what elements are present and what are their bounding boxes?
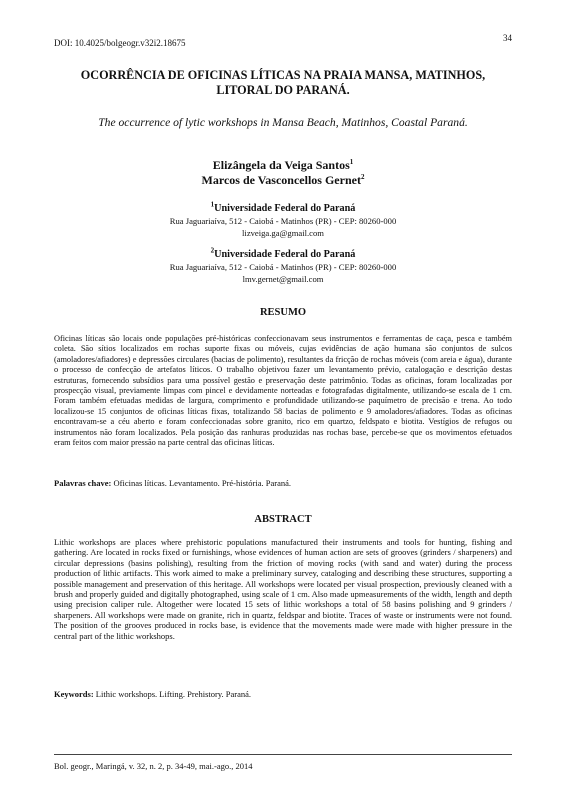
affiliation-2 [40, 246, 526, 285]
affiliation-2-address: Rua Jaguariaíva, 512 - Caiobá - Matinhos (PR) - CEP: 80260-000 [169, 262, 397, 272]
resumo-text: Oficinas líticas são locais onde populações pré-históricas confeccionavam seus instrumentos e ferramentas de caça, pesca e também coleta. São sítios localizados em rochas suporte fixas ou móveis, cujas evidências de ação humana são conjuntos de sulcos (amoladores/afiadores) e depressões circulares (bacias de polimento), resultantes da fricção de rochas móveis (com areia e água), durante o processo de confecção de artefatos líticos. O trabalho objetivou fazer um levantamento prévio, catalogação e descrição destas estruturas, fornecendo subsídios para uma possível gestão e preservação deste patrimônio. Todas as oficinas, foram localizadas por prospecção visual, previamente limpas com pincel e devidamente norteadas e fotografadas digitalmente, utilizando-se escala de 1 cm. Foram também efetuadas medidas de largura, comprimento e profundidade utilizando-se paquímetro de precisão e trena. Ao todo localizou-se 15 conjuntos de oficinas líticas fixas, totalizando 58 bacias de polimento e 9 amoladores/afiadores. Todas as oficinas encontravam-se a céu aberto e foram confeccionadas sobre granito, rico em quartzo, feldspato e biotita. Vestígios de refugos ou instrumentos não foram localizados. Pela posição das ranhuras produzidas nas rochas base, percebe-se que os movimentos efetuados eram feitos com maior pressão na parte central das oficinas líticas. [54, 334, 512, 448]
affiliation-2-institution: $^2$Universidade Federal do Paraná [210, 246, 356, 260]
author-2-mark: 2 [360, 173, 365, 181]
abstract-heading: ABSTRACT [254, 514, 312, 525]
affiliation-1-institution: $^1$Universidade Federal do Paraná [210, 200, 356, 214]
page-number: 34 [503, 33, 512, 43]
title-line-1: OCORRÊNCIA DE OFICINAS LÍTICAS NA PRAIA MANSA, MATINHOS, [80, 68, 486, 82]
resumo-keywords [54, 478, 512, 488]
abstract-keywords [54, 689, 512, 699]
english-title: The occurrence of lytic workshops in Mansa Beach, Matinhos, Coastal Paraná. [98, 116, 468, 129]
resumo-keywords-label: Palavras chave: [54, 478, 112, 488]
author-list [40, 158, 526, 188]
resumo-keywords-text: Oficinas líticas. Levantamento. Pré-história. Paraná. [113, 478, 291, 488]
affiliation-1-email: lizveiga.ga@gmail.com [242, 228, 324, 238]
author-1-name: Elizângela da Veiga Santos [212, 158, 350, 172]
abstract-text: Lithic workshops are places where prehistoric populations manufactured their instruments and tools for hunting, fishing and gathering. Are located in rocks fixed or furnishings, whose evidences of human action are sets of grooves (grinders / sharpeners) and circular depressions (basins polishing), resulting from the friction of moving rocks (with sand and water) during the process production of lithic artifacts. This work aimed to make a preliminary survey, cataloging and describing these structures, supporting a possible management and preservation of this heritage. All workshops were located per visual prospection, previously cleaned with a brush and properly guided and digitally photographed, using scale of 1 cm. Also made upmeasurements of the width, length and depth using precision caliper rule. Altogether were located 15 sets of lithic workshops a total of 58 basins polishing and 9 grinders / sharpeners. All workshops were made on granite, rich in quartz, feldspar and biotite. Traces of waste or instruments were not found. The position of the grooves produced in rocks base, is evidence that the movements made were made with higher pressure in the central part of the lithic workshops. [54, 537, 512, 641]
author-1 [40, 158, 526, 173]
affiliation-1 [40, 200, 526, 239]
doi: DOI: 10.4025/bolgeogr.v32i2.18675 [54, 38, 186, 48]
affiliation-2-mark: 2 [210, 246, 215, 255]
footer-citation: Bol. geogr., Maringá, v. 32, n. 2, p. 34-49, mai.-ago., 2014 [54, 761, 253, 771]
article-title [40, 68, 526, 98]
abstract-keywords-label: Keywords: [54, 689, 94, 699]
author-2-name: Marcos de Vasconcellos Gernet [201, 173, 361, 187]
affiliation-2-email: lmv.gernet@gmail.com [242, 274, 324, 284]
author-2 [40, 173, 526, 188]
footer-rule [54, 754, 512, 755]
affiliation-1-mark: 1 [210, 200, 215, 209]
resumo-heading: RESUMO [259, 307, 307, 318]
abstract-keywords-text: Lithic workshops. Lifting. Prehistory. Paraná. [95, 689, 252, 699]
author-1-mark: 1 [349, 158, 354, 166]
title-line-2: LITORAL DO PARANÁ. [216, 83, 350, 97]
affiliation-1-address: Rua Jaguariaíva, 512 - Caiobá - Matinhos (PR) - CEP: 80260-000 [169, 216, 397, 226]
